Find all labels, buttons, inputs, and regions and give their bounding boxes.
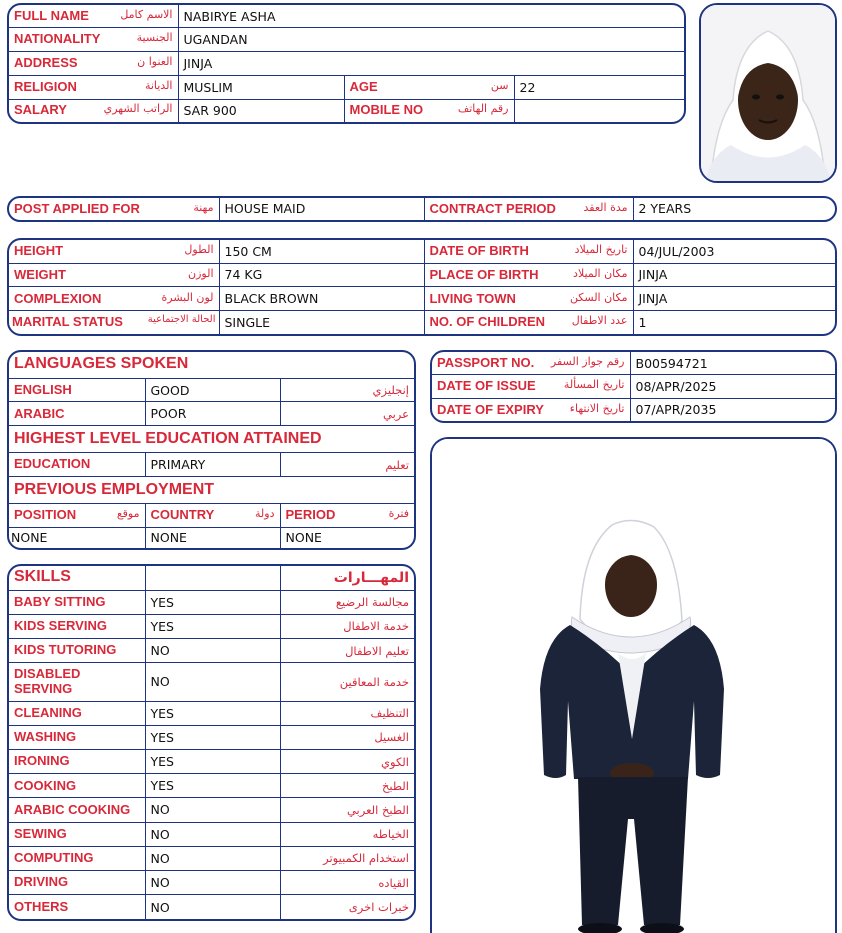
- religion-label: RELIGION: [14, 78, 77, 94]
- skill-row: [9, 822, 414, 846]
- passport-number-label-cell: [432, 352, 630, 375]
- pob-label-cell: [424, 263, 633, 287]
- english-label: ENGLISH: [14, 381, 72, 397]
- age-label: AGE: [349, 78, 378, 94]
- position-value: NONE: [9, 527, 145, 548]
- skill-label-ar: الطبخ العربي: [280, 798, 414, 822]
- period-value: NONE: [280, 527, 414, 548]
- skills-table: [7, 564, 416, 921]
- skill-value: NO: [145, 798, 280, 822]
- contract-label: CONTRACT PERIOD: [429, 200, 556, 216]
- weight-label-cell: [9, 263, 219, 287]
- skill-label-cell: [9, 614, 145, 638]
- english-value: GOOD: [145, 378, 280, 402]
- children-value: 1: [633, 311, 835, 334]
- nationality-value: UGANDAN: [178, 28, 684, 52]
- contract-value: 2 YEARS: [633, 198, 835, 220]
- children-label: NO. OF CHILDREN: [429, 314, 546, 330]
- dob-label: DATE OF BIRTH: [429, 242, 529, 258]
- mobile-label-ar: رقم الهاتف: [457, 102, 509, 116]
- country-value: NONE: [145, 527, 280, 548]
- skill-value: YES: [145, 725, 280, 749]
- employment-heading-cell: [9, 476, 414, 503]
- skill-value: YES: [145, 750, 280, 774]
- skill-row: [9, 750, 414, 774]
- dob-value: 04/JUL/2003: [633, 240, 835, 263]
- skill-row: [9, 701, 414, 725]
- skill-label-cell: [9, 871, 145, 895]
- expiry-date-label-cell: [432, 398, 630, 421]
- skill-label-cell: [9, 822, 145, 846]
- post-applied-table: [7, 196, 837, 222]
- skill-row: [9, 846, 414, 870]
- age-value: 22: [514, 75, 684, 99]
- skill-row: [9, 663, 414, 701]
- passport-number-label: PASSPORT NO.: [437, 354, 535, 370]
- skill-row: [9, 590, 414, 614]
- age-label-ar: سن: [490, 78, 509, 92]
- skill-label: KIDS TUTORING: [14, 642, 117, 658]
- nationality-label: NATIONALITY: [14, 31, 101, 47]
- arabic-label-ar: عربي: [280, 402, 414, 426]
- skill-label: BABY SITTING: [14, 593, 106, 609]
- skill-label-cell: [9, 639, 145, 663]
- living-town-label-cell: [424, 287, 633, 311]
- skill-label-cell: [9, 846, 145, 870]
- skill-label-ar: الخياطه: [280, 822, 414, 846]
- period-label-ar: فترة: [388, 507, 409, 521]
- age-label-cell: [344, 75, 514, 99]
- skill-value: NO: [145, 663, 280, 701]
- education-value: PRIMARY: [145, 453, 280, 477]
- languages-education-table: [7, 350, 416, 550]
- skill-value: YES: [145, 701, 280, 725]
- living-town-label-ar: مكان السكن: [569, 290, 628, 304]
- issue-date-value: 08/APR/2025: [630, 375, 835, 399]
- skill-label-cell: [9, 774, 145, 798]
- pob-label: PLACE OF BIRTH: [429, 266, 539, 282]
- skill-label-cell: [9, 750, 145, 774]
- personal-info-table: [7, 3, 686, 124]
- religion-label-cell: [9, 75, 178, 99]
- mobile-label: MOBILE NO: [349, 102, 424, 118]
- skill-label-cell: [9, 725, 145, 749]
- education-label-cell: [9, 453, 145, 477]
- marital-value: SINGLE: [219, 311, 424, 334]
- position-label-cell: [9, 503, 145, 527]
- religion-label-ar: الديانة: [144, 78, 173, 92]
- weight-value: 74 KG: [219, 263, 424, 287]
- skills-heading-cell: [9, 566, 145, 590]
- education-heading-cell: [9, 426, 414, 453]
- period-label: PERIOD: [285, 507, 336, 523]
- full-body-portrait-image: [432, 439, 835, 933]
- skill-label: WASHING: [14, 729, 77, 745]
- contract-label-ar: مدة العقد: [583, 200, 628, 214]
- expiry-date-value: 07/APR/2035: [630, 398, 835, 421]
- nationality-label-cell: [9, 28, 178, 52]
- skill-label: OTHERS: [14, 898, 69, 914]
- address-label-cell: [9, 52, 178, 76]
- english-label-cell: [9, 378, 145, 402]
- pob-value: JINJA: [633, 263, 835, 287]
- nationality-label-ar: الجنسية: [136, 31, 173, 45]
- height-label: HEIGHT: [14, 242, 64, 258]
- height-label-ar: الطول: [184, 242, 214, 256]
- skill-row: [9, 725, 414, 749]
- full-body-photo: [430, 437, 837, 933]
- skill-label-ar: خدمة المعاقين: [280, 663, 414, 701]
- skill-label: KIDS SERVING: [14, 618, 107, 634]
- skill-value: YES: [145, 774, 280, 798]
- languages-heading-cell: [9, 352, 414, 378]
- dob-label-ar: تاريخ الميلاد: [574, 242, 628, 256]
- address-value: JINJA: [178, 52, 684, 76]
- period-label-cell: [280, 503, 414, 527]
- employment-heading: PREVIOUS EMPLOYMENT: [14, 480, 215, 498]
- salary-label: SALARY: [14, 102, 67, 118]
- issue-date-label-ar: تاريخ المسألة: [563, 378, 625, 392]
- arabic-label: ARABIC: [14, 405, 65, 421]
- skill-value: NO: [145, 846, 280, 870]
- skill-label-ar: الطبخ: [280, 774, 414, 798]
- skills-heading-ar: المهـــارات: [280, 566, 414, 590]
- skill-label-ar: تعليم الاطفال: [280, 639, 414, 663]
- marital-label-cell: [9, 311, 219, 334]
- skill-row: [9, 798, 414, 822]
- address-label-ar: العنوا ن: [137, 55, 173, 69]
- post-applied-label: POST APPLIED FOR: [14, 200, 140, 216]
- physical-details-table: [7, 238, 837, 336]
- issue-date-label: DATE OF ISSUE: [437, 378, 536, 394]
- religion-value: MUSLIM: [178, 75, 344, 99]
- pob-label-ar: مكان الميلاد: [573, 266, 628, 280]
- complexion-label-ar: لون البشرة: [161, 290, 214, 304]
- issue-date-label-cell: [432, 375, 630, 399]
- mobile-label-cell: [344, 99, 514, 122]
- skill-label: DISABLED SERVING: [14, 666, 81, 696]
- skill-label-cell: [9, 663, 145, 701]
- children-label-ar: عدد الاطفال: [571, 314, 628, 328]
- full-name-label-cell: [9, 5, 178, 28]
- salary-label-ar: الراتب الشهري: [103, 102, 173, 116]
- skill-label: DRIVING: [14, 874, 69, 890]
- education-label-ar: تعليم: [280, 453, 414, 477]
- skill-label-cell: [9, 590, 145, 614]
- country-label: COUNTRY: [150, 507, 215, 523]
- skill-label-ar: خدمة الاطفال: [280, 614, 414, 638]
- skills-heading-blank: [145, 566, 280, 590]
- skill-value: YES: [145, 590, 280, 614]
- living-town-value: JINJA: [633, 287, 835, 311]
- post-applied-label-ar: مهنة: [193, 200, 214, 214]
- skill-label: ARABIC COOKING: [14, 801, 131, 817]
- position-label-ar: موقع: [116, 507, 140, 521]
- weight-label-ar: الوزن: [188, 266, 214, 280]
- mobile-value: [514, 99, 684, 122]
- marital-label-ar: الحالة الاجتماعية: [147, 314, 216, 326]
- passport-table: [430, 350, 837, 423]
- complexion-value: BLACK BROWN: [219, 287, 424, 311]
- full-name-label-ar: الاسم كامل: [120, 7, 173, 21]
- arabic-label-cell: [9, 402, 145, 426]
- skill-label-ar: خبرات اخرى: [280, 895, 414, 919]
- address-label: ADDRESS: [14, 55, 78, 71]
- skill-label: SEWING: [14, 825, 67, 841]
- skill-label-ar: القياده: [280, 871, 414, 895]
- height-label-cell: [9, 240, 219, 263]
- skill-label-ar: مجالسة الرضيع: [280, 590, 414, 614]
- passport-number-label-ar: رقم جواز السفر: [550, 354, 625, 368]
- skill-label-cell: [9, 895, 145, 919]
- full-name-label: FULL NAME: [14, 7, 89, 23]
- expiry-date-label-ar: تاريخ الانتهاء: [569, 401, 625, 415]
- country-label-cell: [145, 503, 280, 527]
- skill-value: NO: [145, 822, 280, 846]
- skill-row: [9, 871, 414, 895]
- marital-label: MARITAL STATUS: [12, 314, 123, 330]
- education-heading: HIGHEST LEVEL EDUCATION ATTAINED: [14, 429, 322, 447]
- skill-label: CLEANING: [14, 704, 82, 720]
- skill-row: [9, 614, 414, 638]
- country-label-ar: دولة: [255, 507, 275, 521]
- contract-label-cell: [424, 198, 633, 220]
- skill-label-ar: الغسيل: [280, 725, 414, 749]
- weight-label: WEIGHT: [14, 266, 66, 282]
- headshot-portrait-image: [701, 5, 835, 181]
- salary-label-cell: [9, 99, 178, 122]
- skill-label: COMPUTING: [14, 850, 94, 866]
- skills-heading: SKILLS: [14, 568, 71, 586]
- dob-label-cell: [424, 240, 633, 263]
- skill-value: YES: [145, 614, 280, 638]
- height-value: 150 CM: [219, 240, 424, 263]
- skill-label: IRONING: [14, 753, 70, 769]
- skill-row: [9, 639, 414, 663]
- skill-label: COOKING: [14, 777, 77, 793]
- post-applied-value: HOUSE MAID: [219, 198, 424, 220]
- expiry-date-label: DATE OF EXPIRY: [437, 401, 544, 417]
- skill-row: [9, 895, 414, 919]
- skill-label-ar: التنظيف: [280, 701, 414, 725]
- passport-number-value: B00594721: [630, 352, 835, 375]
- languages-heading: LANGUAGES SPOKEN: [14, 355, 189, 373]
- skill-label-ar: استخدام الكمبيوتر: [280, 846, 414, 870]
- full-name-value: NABIRYE ASHA: [178, 5, 684, 28]
- complexion-label-cell: [9, 287, 219, 311]
- skill-row: [9, 774, 414, 798]
- post-applied-label-cell: [9, 198, 219, 220]
- complexion-label: COMPLEXION: [14, 290, 102, 306]
- skill-label-cell: [9, 701, 145, 725]
- position-label: POSITION: [14, 507, 77, 523]
- arabic-value: POOR: [145, 402, 280, 426]
- english-label-ar: إنجليزي: [280, 378, 414, 402]
- salary-value: SAR 900: [178, 99, 344, 122]
- skill-value: NO: [145, 639, 280, 663]
- living-town-label: LIVING TOWN: [429, 290, 516, 306]
- children-label-cell: [424, 311, 633, 334]
- education-label: EDUCATION: [14, 456, 91, 472]
- headshot-photo: [699, 3, 837, 183]
- skill-value: NO: [145, 871, 280, 895]
- skill-label-ar: الكوي: [280, 750, 414, 774]
- skill-value: NO: [145, 895, 280, 919]
- skill-label-cell: [9, 798, 145, 822]
